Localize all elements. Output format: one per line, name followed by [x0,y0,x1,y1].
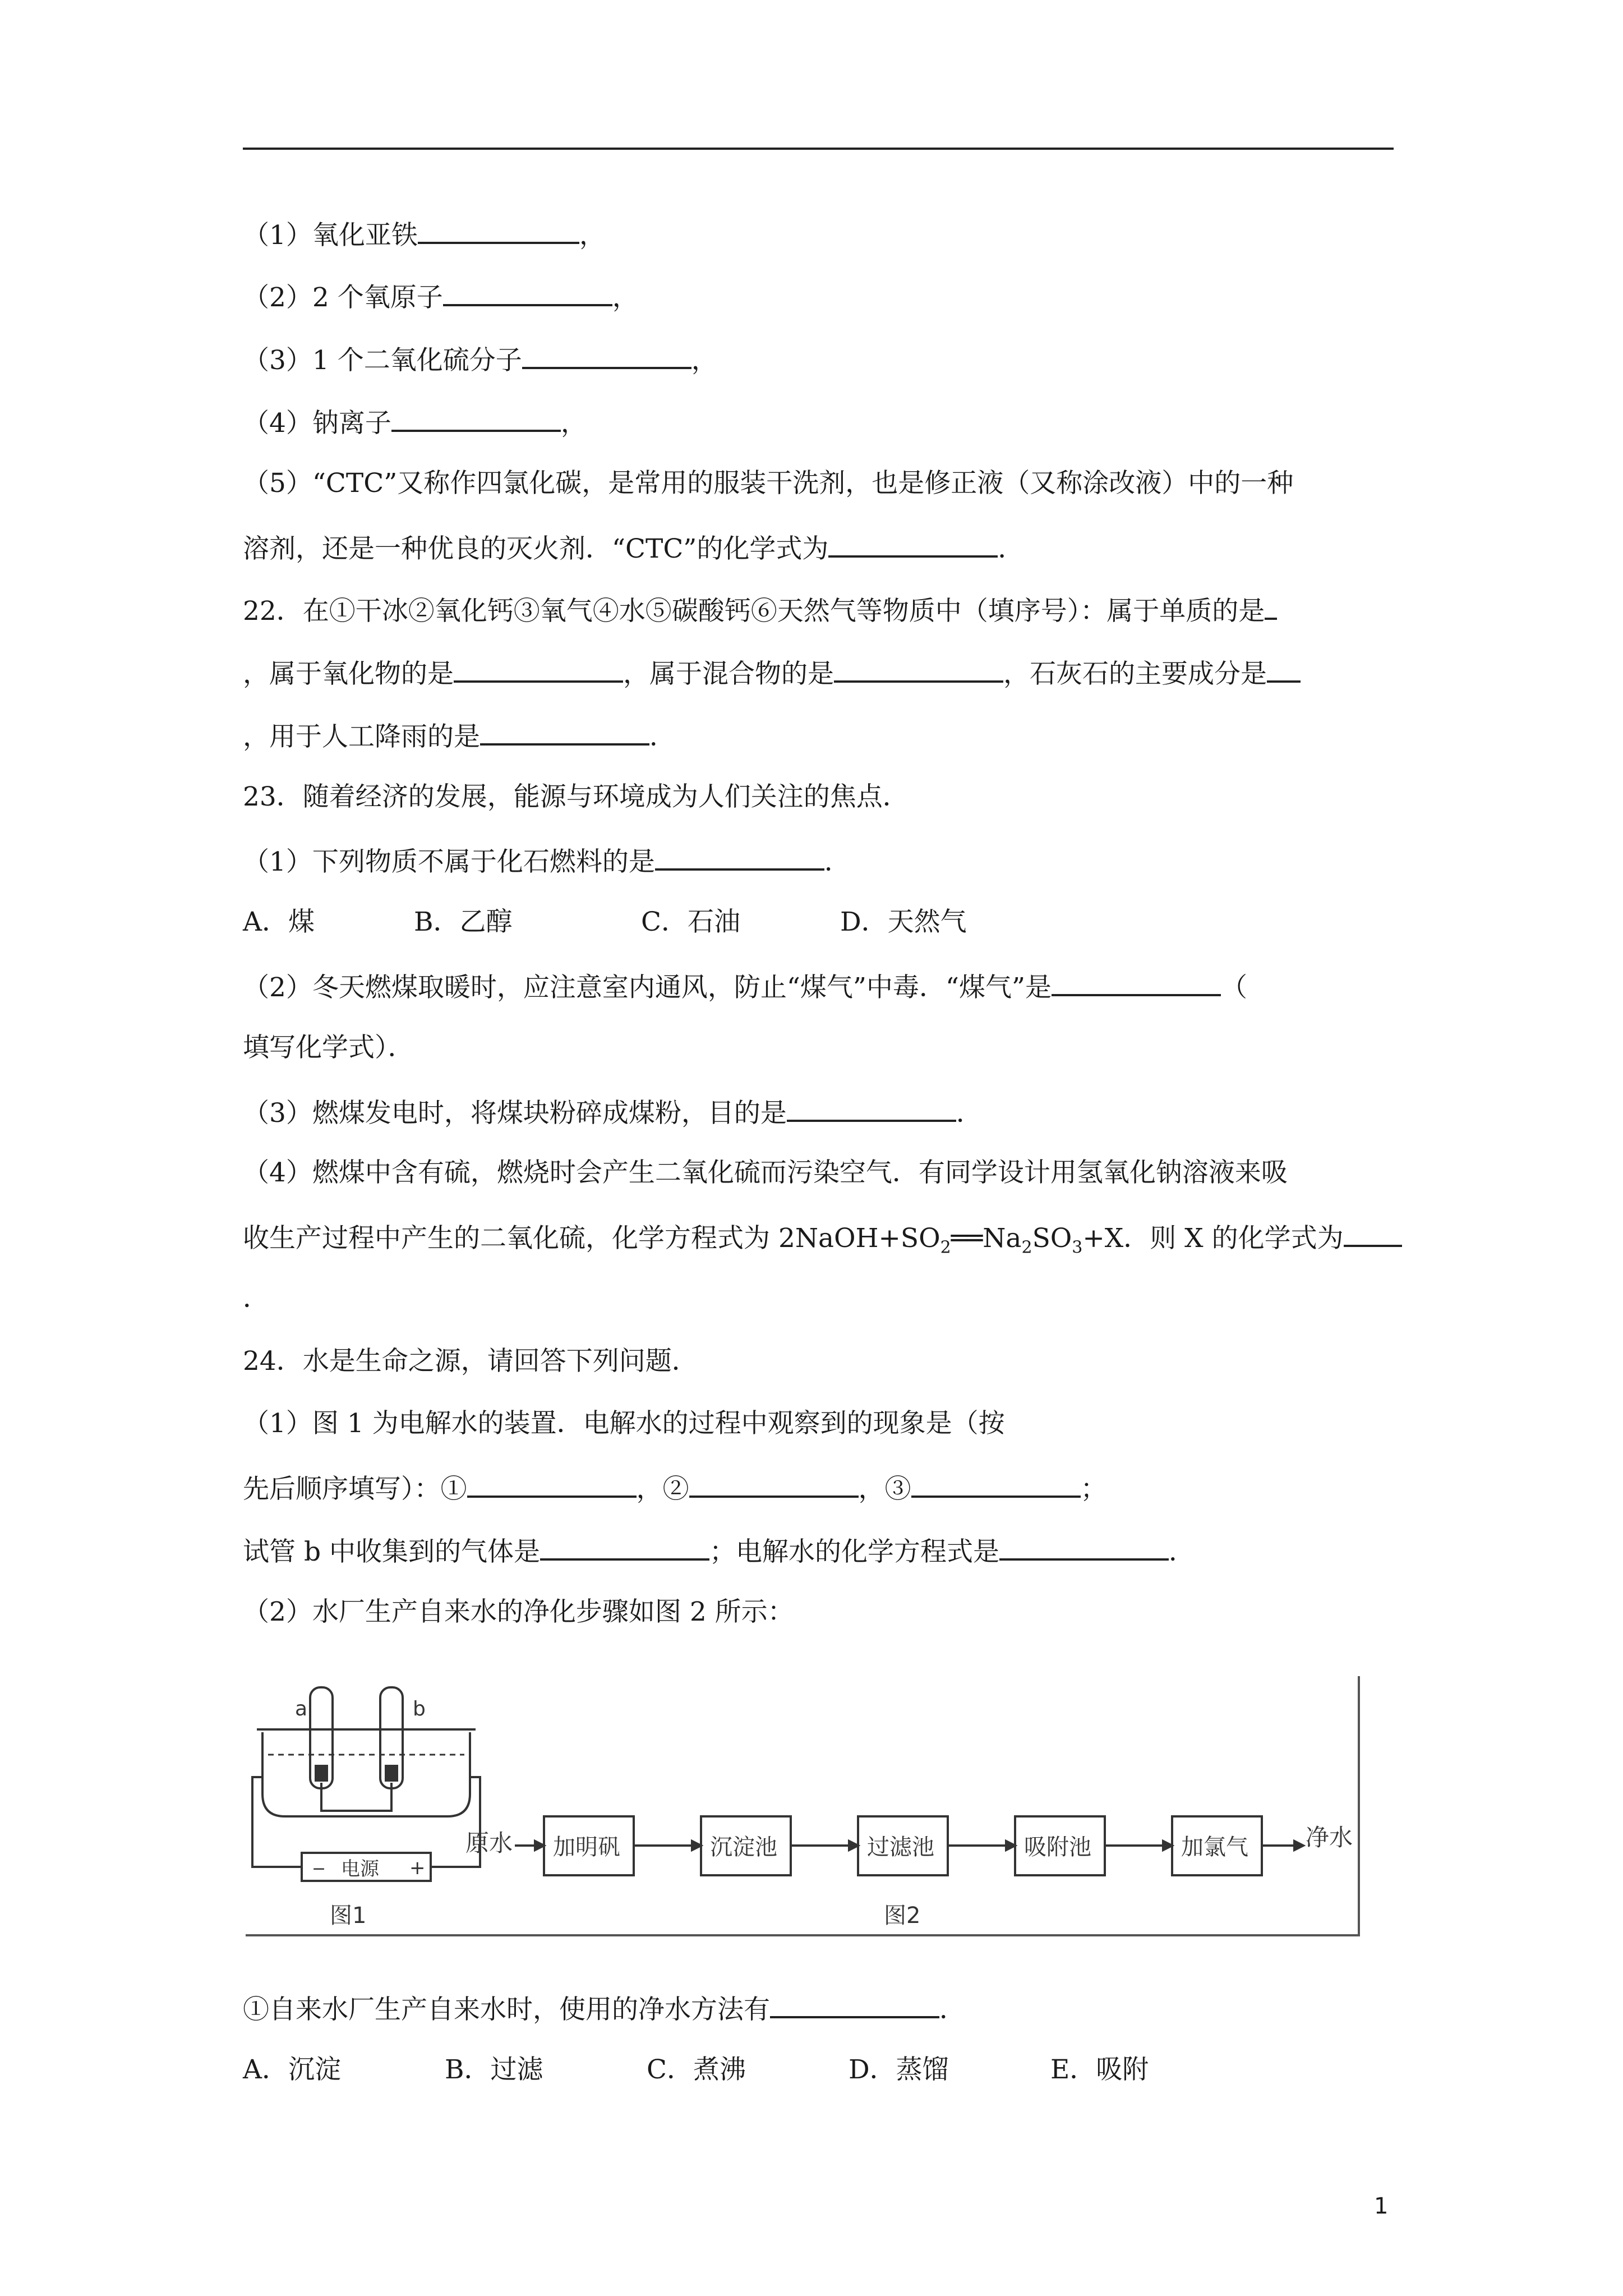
answer-blank[interactable] [834,655,1003,683]
q23-part4-line3: ． [243,1283,269,1314]
q24-part1-line3: 试管 b 中收集到的气体是 ；电解水的化学方程式是 ． [243,1533,1398,1569]
q22-line2: ，属于氧化物的是 ，属于混合物的是 ，石灰石的主要成分是 [243,655,1398,691]
step-chlorination: 加氯气 [1181,1834,1248,1860]
step-sedimentation: 沉淀池 [710,1834,777,1860]
option-d[interactable]: D．天然气 [840,907,967,937]
option-d[interactable]: D．蒸馏 [849,2054,949,2085]
electrode-b [386,1766,397,1780]
step-add-alum: 加明矾 [553,1834,620,1860]
q24-sub1: ①自来水厂生产自来水时，使用的净水方法有 ． [243,1990,1398,2027]
q24-title: 24．水是生命之源，请回答下列问题． [243,1346,698,1377]
answer-blank[interactable] [391,404,561,432]
q21-part1: （1）氧化亚铁 ， [243,216,1398,252]
q23-part3: （3）燃煤发电时，将煤块粉碎成煤粉，目的是 ． [243,1094,1398,1130]
fig2-label: 图2 [884,1903,921,1929]
answer-blank[interactable] [911,1470,1081,1498]
q21-part2: （2）2 个氧原子 ， [243,278,1398,315]
tube-b-label: b [413,1697,426,1720]
power-label: 电源 [341,1858,379,1880]
water-figure [246,1676,1360,1936]
answer-blank[interactable] [480,717,649,746]
option-a[interactable]: A．煤 [243,907,315,937]
q21-part3: （3）1 个二氧化硫分子 ， [243,341,1398,378]
q24-options [243,2053,1398,2087]
answer-blank[interactable] [540,1533,709,1561]
q24-part1-line1: （1）图 1 为电解水的装置．电解水的过程中观察到的现象是（按 [243,1408,1005,1439]
q23-options [243,905,1398,939]
answer-blank[interactable] [1265,592,1277,620]
figure-svg [246,1676,1358,1934]
option-c[interactable]: C．煮沸 [647,2054,746,2085]
answer-blank[interactable] [1267,655,1301,683]
q23-part4-line1: （4）燃煤中含有硫，燃烧时会产生二氧化硫而污染空气．有同学设计用氢氧化钠溶液来吸 [243,1157,1288,1188]
tube-a-label: a [295,1697,308,1720]
answer-blank[interactable] [1344,1219,1402,1247]
minus-sign: − [312,1859,326,1879]
answer-blank[interactable] [467,1470,637,1498]
option-c[interactable]: C．石油 [641,907,740,937]
water-trough [262,1732,470,1816]
answer-blank[interactable] [443,278,612,306]
option-b[interactable]: B．过滤 [445,2054,543,2085]
answer-blank[interactable] [828,530,998,558]
q23-part2-line1: （2）冬天燃煤取暖时，应注意室内通风，防止“煤气”中毒．“煤气”是 （ [243,968,1398,1005]
option-a[interactable]: A．沉淀 [243,2054,341,2085]
step-adsorption: 吸附池 [1024,1834,1091,1860]
raw-water-label: 原水 [465,1829,513,1857]
fig1-label: 图1 [330,1903,367,1929]
plus-sign: + [409,1857,426,1879]
q21-part4: （4）钠离子 ， [243,404,1398,440]
answer-blank[interactable] [1052,968,1221,996]
q23-part1: （1）下列物质不属于化石燃料的是 ． [243,843,1398,879]
q23-part4-line2: 收生产过程中产生的二氧化硫，化学方程式为 $2NaOH+SO_2══Na_2SO_3+X$．则 X 的化学式为 [243,1219,1398,1264]
answer-blank[interactable] [454,655,623,683]
answer-blank[interactable] [655,843,824,871]
option-b[interactable]: B．乙醇 [414,907,513,937]
answer-blank[interactable] [522,341,691,369]
q22-line1: 22．在①干冰②氧化钙③氧气④水⑤碳酸钙⑥天然气等物质中（填序号）：属于单质的是 [243,592,1398,628]
answer-blank[interactable] [418,216,579,244]
header-rule [243,148,1394,150]
answer-blank[interactable] [999,1533,1169,1561]
electrolysis-apparatus [252,1687,480,1881]
q24-part2: （2）水厂生产自来水的净化步骤如图 2 所示： [243,1596,794,1627]
q24-part1-line2: 先后顺序填写）：① ，② ，③ ； [243,1470,1398,1506]
answer-blank[interactable] [787,1094,956,1122]
page-number: 1 [1374,2193,1389,2219]
option-e[interactable]: E．吸附 [1050,2054,1149,2085]
q23-part2-line2: 填写化学式）． [243,1032,414,1063]
electrode-a [316,1766,327,1780]
q21-part5-line1: （5）“CTC”又称作四氯化碳，是常用的服装干洗剂，也是修正液（又称涂改液）中的一种 [243,468,1294,499]
q21-part5-line2: 溶剂，还是一种优良的灭火剂．“CTC”的化学式为 ． [243,530,1398,566]
answer-blank[interactable] [770,1990,939,2018]
answer-blank[interactable] [689,1470,859,1498]
step-filtration: 过滤池 [867,1834,934,1860]
clean-water-label: 净水 [1306,1824,1353,1851]
q22-line3: ，用于人工降雨的是 ． [243,717,1398,754]
wire-left [252,1777,302,1867]
q23-title: 23．随着经济的发展，能源与环境成为人们关注的焦点． [243,781,909,812]
